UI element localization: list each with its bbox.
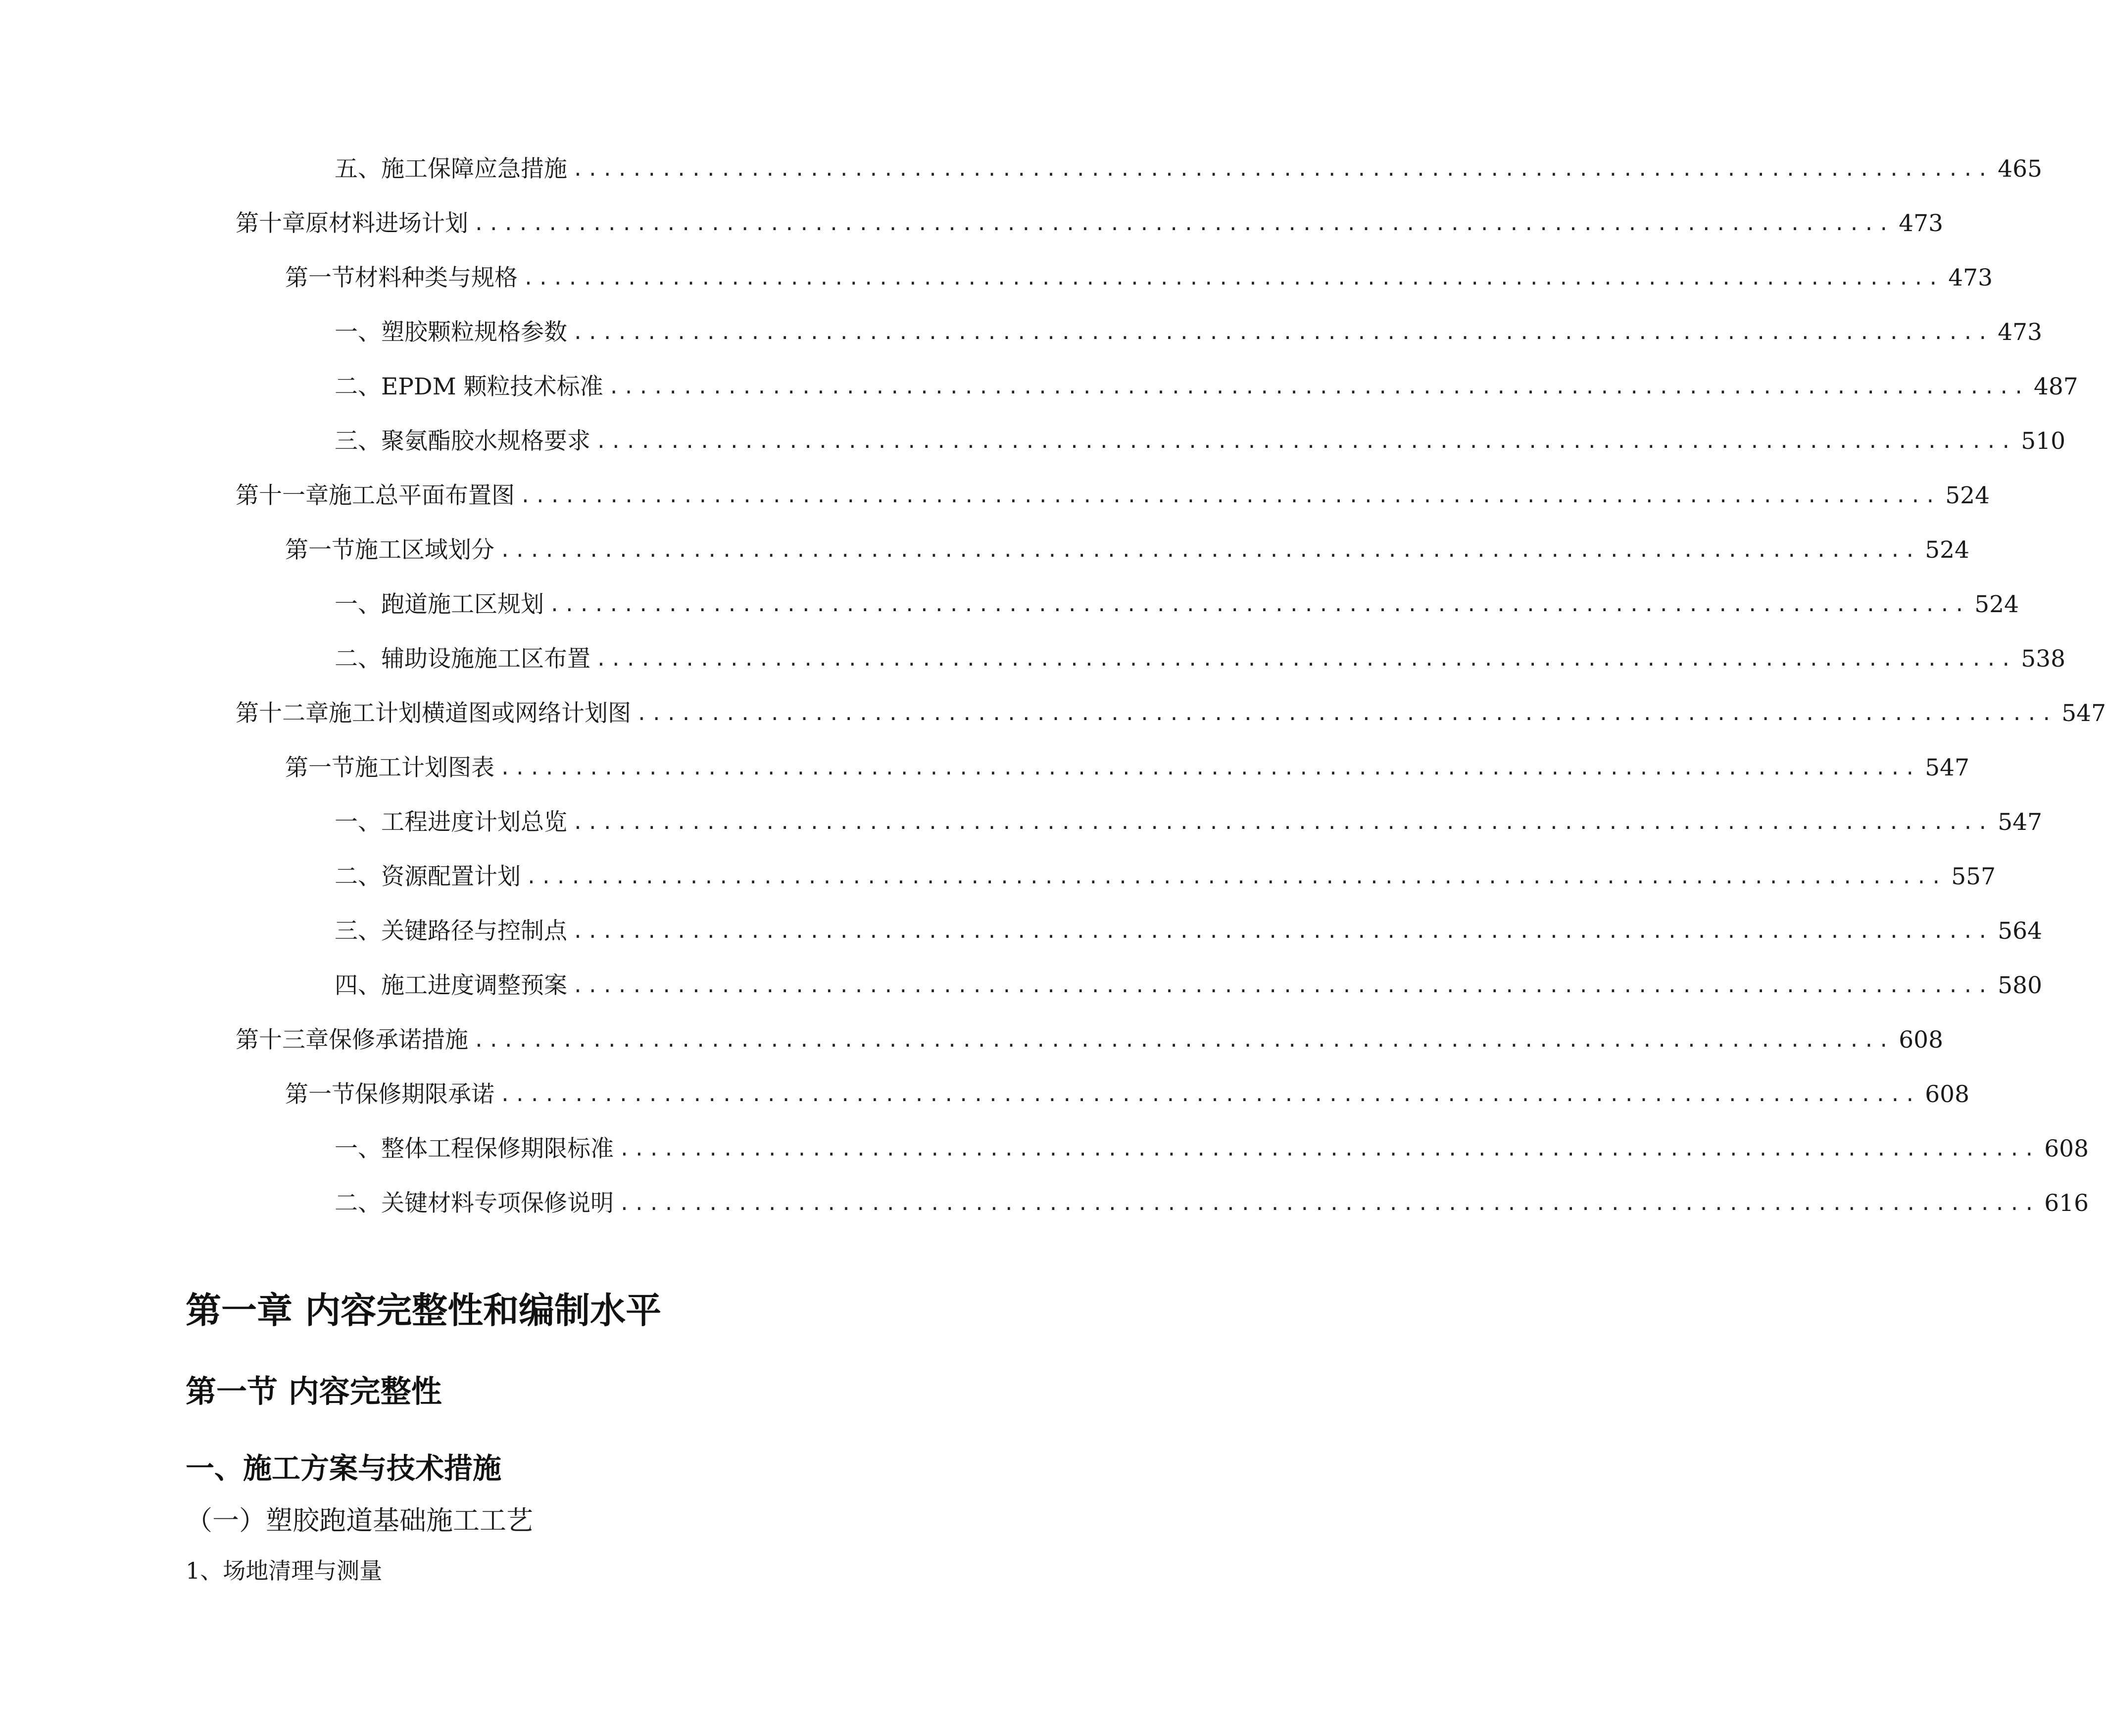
toc-entry-page: 473	[1899, 210, 1943, 237]
toc-dot-leader: ................................................................................................	[526, 866, 1946, 888]
toc-entry[interactable]	[236, 1015, 1943, 1055]
toc-entry[interactable]	[285, 1070, 1969, 1109]
toc-dot-leader: ................................................................................................	[523, 267, 1943, 289]
toc-dot-leader: ................................................................................................	[636, 703, 2056, 724]
toc-entry-page: 608	[1925, 1081, 1969, 1108]
toc-entry-page: 557	[1951, 863, 1996, 890]
toc-entry-page: 473	[1948, 264, 1993, 291]
toc-entry-title: 保修期限承诺	[355, 1081, 494, 1108]
toc-dot-leader: ................................................................................................	[572, 975, 1992, 997]
toc-entry-title: 保修承诺措施	[329, 1026, 468, 1054]
toc-dot-leader: ................................................................................................	[572, 920, 1992, 942]
toc-entry-title: 整体工程保修期限标准	[381, 1135, 614, 1162]
toc-dot-leader: ................................................................................................	[608, 376, 2028, 398]
toc-entry-page: 524	[1925, 536, 1969, 564]
toc-dot-leader: ................................................................................................	[549, 594, 1969, 616]
toc-entry-page: 538	[2021, 645, 2065, 673]
toc-entry-page: 547	[1998, 809, 2042, 836]
toc-entry-title: 资源配置计划	[381, 863, 521, 890]
toc-entry-number: 一、	[335, 1135, 381, 1162]
toc-entry-title: 施工总平面布置图	[329, 482, 515, 509]
toc-entry-title: 工程进度计划总览	[381, 809, 567, 836]
toc-entry-title: 施工区域划分	[355, 536, 494, 564]
toc-entry[interactable]	[335, 1179, 2089, 1218]
toc-entry-number: 一、	[335, 591, 381, 618]
toc-entry-number: 三、	[335, 917, 381, 945]
toc-entry-page: 608	[2044, 1135, 2089, 1162]
toc-entry-number: 第十一章	[236, 482, 329, 509]
toc-entry-page: 616	[2044, 1190, 2089, 1217]
toc-entry[interactable]	[236, 199, 1943, 239]
toc-entry-title: 施工计划图表	[355, 754, 494, 781]
toc-dot-leader: ................................................................................................	[499, 539, 1919, 561]
toc-entry-title: 跑道施工区规划	[381, 591, 544, 618]
toc-entry[interactable]	[335, 798, 2042, 837]
toc-dot-leader: ................................................................................................	[619, 1138, 2039, 1160]
toc-dot-leader: ................................................................................................	[473, 1029, 1893, 1051]
toc-entry-title: 原材料进场计划	[305, 210, 468, 237]
toc-entry-number: 三、	[335, 428, 381, 455]
toc-entry[interactable]	[335, 362, 2078, 402]
toc-entry-page: 547	[2061, 700, 2106, 727]
toc-entry-title: 关键路径与控制点	[381, 917, 567, 945]
toc-entry-number: 二、	[335, 863, 381, 890]
toc-dot-leader: ................................................................................................	[572, 322, 1992, 343]
toc-dot-leader: ................................................................................................	[520, 485, 1940, 507]
toc-dot-leader: ................................................................................................	[595, 431, 2015, 452]
toc-entry-number: 第十三章	[236, 1026, 329, 1054]
toc-dot-leader: ................................................................................................	[619, 1193, 2039, 1214]
toc-entry-title: 塑胶颗粒规格参数	[381, 319, 567, 346]
toc-entry-number: 一、	[335, 319, 381, 346]
toc-dot-leader: ................................................................................................	[473, 213, 1893, 235]
toc-entry-title: 材料种类与规格	[355, 264, 518, 291]
toc-dot-leader: ................................................................................................	[572, 158, 1992, 180]
toc-entry[interactable]	[335, 961, 2042, 1001]
toc-entry-title: 施工进度调整预案	[381, 972, 567, 999]
toc-entry-number: 第一节	[285, 536, 355, 564]
toc-entry[interactable]	[335, 580, 2019, 620]
subsection-heading: 一、施工方案与技术措施	[186, 1451, 502, 1485]
toc-entry[interactable]	[335, 417, 2065, 456]
toc-dot-leader: ................................................................................................	[572, 812, 1992, 833]
toc-entry-page: 473	[1998, 319, 2042, 346]
toc-entry[interactable]	[335, 852, 1996, 892]
toc-dot-leader: ................................................................................................	[595, 648, 2015, 670]
toc-entry-title: EPDM 颗粒技术标准	[381, 373, 603, 400]
toc-entry-page: 487	[2033, 373, 2078, 400]
toc-entry[interactable]	[285, 526, 1969, 565]
toc-entry-number: 四、	[335, 972, 381, 999]
toc-dot-leader: ................................................................................................	[499, 757, 1919, 779]
chapter-heading: 第一章 内容完整性和编制水平	[186, 1290, 662, 1331]
toc-entry-number: 一、	[335, 809, 381, 836]
toc-entry-title: 聚氨酯胶水规格要求	[381, 428, 590, 455]
toc-entry-number: 五、	[335, 155, 381, 183]
toc-dot-leader: ................................................................................................	[499, 1084, 1919, 1106]
toc-entry[interactable]	[335, 634, 2065, 674]
toc-entry-page: 608	[1899, 1026, 1943, 1054]
toc-entry-title: 施工保障应急措施	[381, 155, 567, 183]
toc-entry-title: 辅助设施施工区布置	[381, 645, 590, 673]
toc-entry[interactable]	[335, 145, 2042, 184]
toc-entry-number: 第一节	[285, 1081, 355, 1108]
toc-entry[interactable]	[335, 1124, 2089, 1164]
toc-entry-page: 564	[1998, 917, 2042, 945]
section-heading: 第一节 内容完整性	[186, 1373, 442, 1409]
toc-entry[interactable]	[335, 308, 2042, 347]
toc-entry[interactable]	[285, 253, 1993, 293]
item-heading: （一）塑胶跑道基础施工工艺	[186, 1505, 533, 1536]
toc-entry[interactable]	[335, 907, 2042, 946]
toc-entry-number: 第十章	[236, 210, 305, 237]
toc-entry[interactable]	[285, 743, 1969, 783]
toc-entry[interactable]	[236, 689, 2106, 728]
toc-entry-title: 施工计划横道图或网络计划图	[329, 700, 631, 727]
toc-entry-number: 二、	[335, 373, 381, 400]
toc-entry-number: 二、	[335, 645, 381, 673]
toc-entry-number: 第一节	[285, 264, 355, 291]
toc-entry-number: 第十二章	[236, 700, 329, 727]
toc-entry[interactable]	[236, 471, 1990, 511]
toc-entry-page: 547	[1925, 754, 1969, 781]
toc-entry-number: 二、	[335, 1190, 381, 1217]
subitem-heading: 1、场地清理与测量	[186, 1557, 383, 1584]
toc-entry-number: 第一节	[285, 754, 355, 781]
toc-entry-title: 关键材料专项保修说明	[381, 1190, 614, 1217]
toc-entry-page: 524	[1974, 591, 2019, 618]
toc-entry-page: 524	[1945, 482, 1990, 509]
toc-entry-page: 465	[1998, 155, 2042, 183]
toc-entry-page: 580	[1998, 972, 2042, 999]
toc-entry-page: 510	[2021, 428, 2065, 455]
